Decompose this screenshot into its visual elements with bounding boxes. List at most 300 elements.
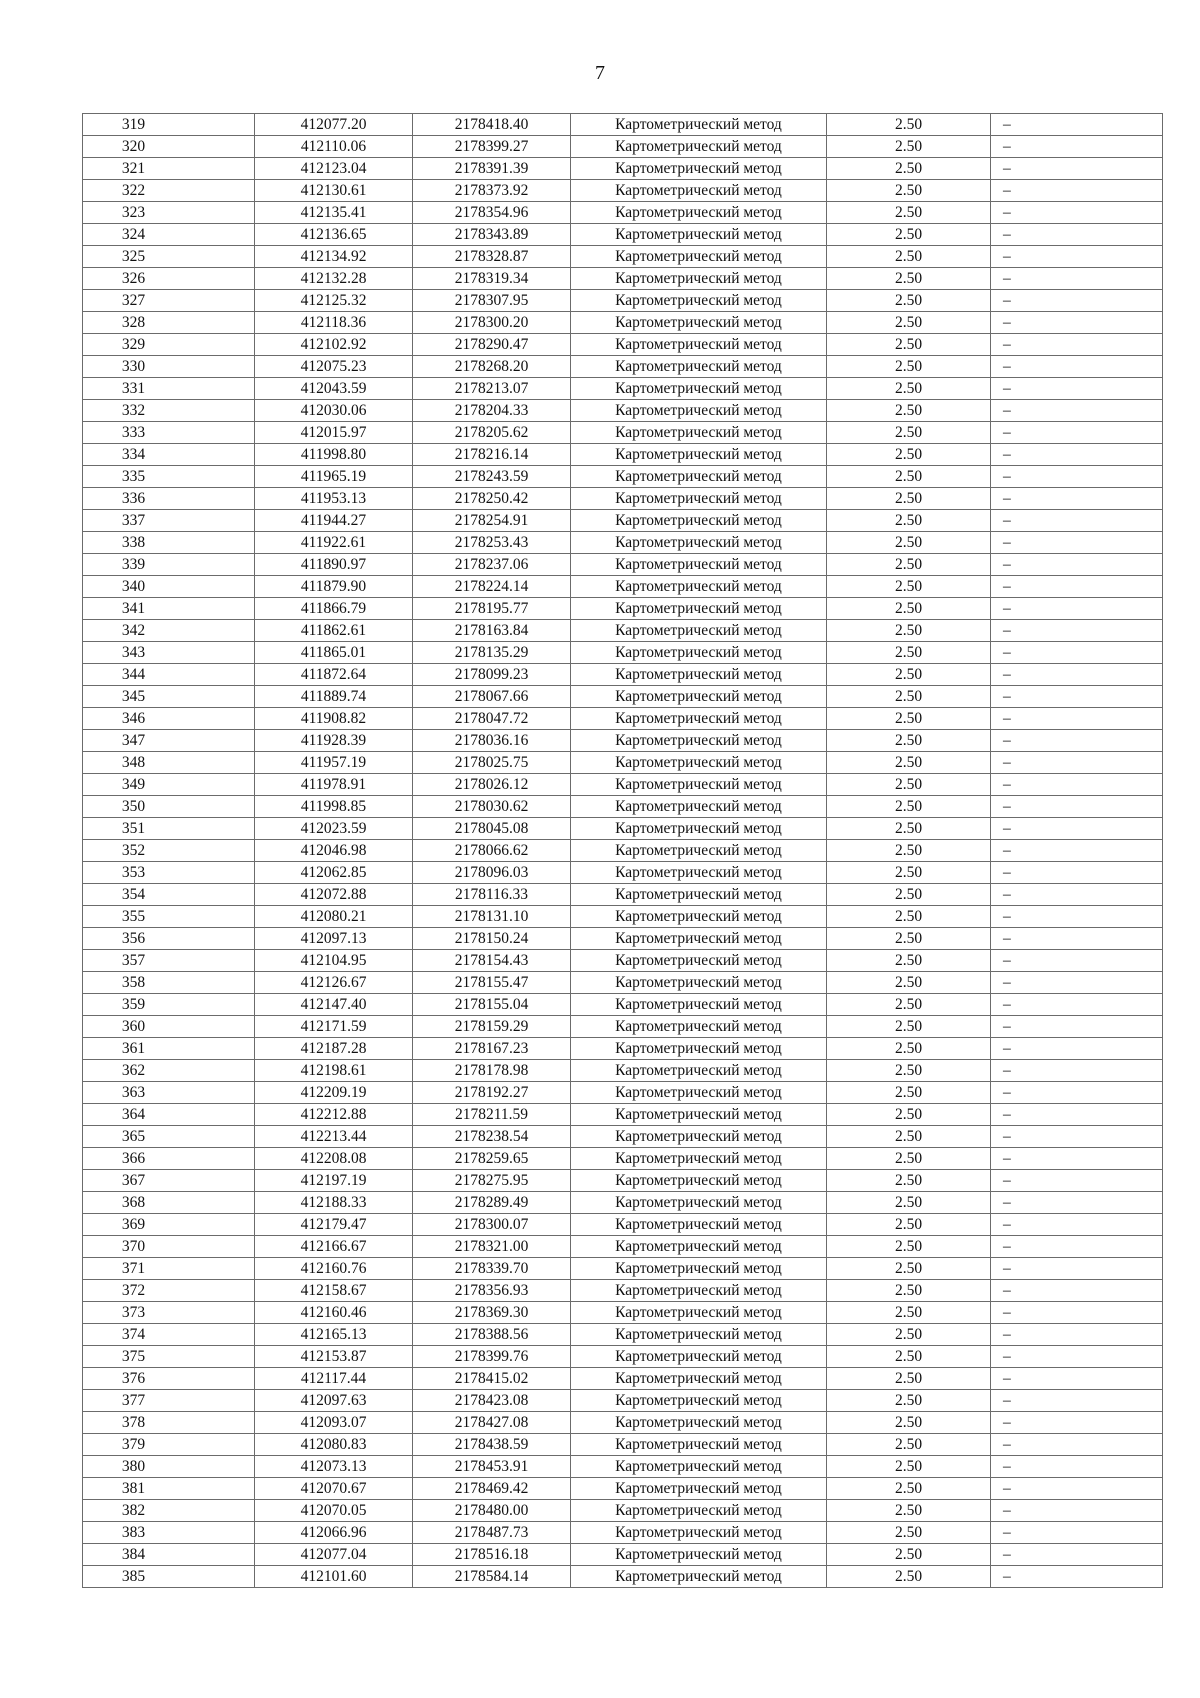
description-cell: – <box>991 994 1163 1016</box>
point-number-cell: 379 <box>83 1434 255 1456</box>
table-row <box>83 1170 1163 1192</box>
description-cell: – <box>991 1522 1163 1544</box>
method-cell: Картометрический метод <box>571 576 827 598</box>
method-cell: Картометрический метод <box>571 972 827 994</box>
table-row <box>83 796 1163 818</box>
y-coordinate-cell: 2178289.49 <box>413 1192 571 1214</box>
method-cell: Картометрический метод <box>571 796 827 818</box>
y-coordinate-cell: 2178155.04 <box>413 994 571 1016</box>
point-number-cell: 351 <box>83 818 255 840</box>
method-cell: Картометрический метод <box>571 202 827 224</box>
accuracy-cell: 2.50 <box>827 510 991 532</box>
point-number-cell: 345 <box>83 686 255 708</box>
table-row <box>83 1434 1163 1456</box>
y-coordinate-cell: 2178067.66 <box>413 686 571 708</box>
accuracy-cell: 2.50 <box>827 1258 991 1280</box>
method-cell: Картометрический метод <box>571 1324 827 1346</box>
point-number-cell: 360 <box>83 1016 255 1038</box>
x-coordinate-cell: 411922.61 <box>255 532 413 554</box>
y-coordinate-cell: 2178415.02 <box>413 1368 571 1390</box>
x-coordinate-cell: 411928.39 <box>255 730 413 752</box>
table-row <box>83 1192 1163 1214</box>
point-number-cell: 350 <box>83 796 255 818</box>
accuracy-cell: 2.50 <box>827 444 991 466</box>
point-number-cell: 369 <box>83 1214 255 1236</box>
description-cell: – <box>991 488 1163 510</box>
x-coordinate-cell: 412097.13 <box>255 928 413 950</box>
x-coordinate-cell: 412101.60 <box>255 1566 413 1588</box>
accuracy-cell: 2.50 <box>827 906 991 928</box>
point-number-cell: 330 <box>83 356 255 378</box>
method-cell: Картометрический метод <box>571 246 827 268</box>
description-cell: – <box>991 290 1163 312</box>
table-row <box>83 884 1163 906</box>
accuracy-cell: 2.50 <box>827 862 991 884</box>
method-cell: Картометрический метод <box>571 598 827 620</box>
x-coordinate-cell: 412062.85 <box>255 862 413 884</box>
accuracy-cell: 2.50 <box>827 1148 991 1170</box>
description-cell: – <box>991 158 1163 180</box>
accuracy-cell: 2.50 <box>827 1016 991 1038</box>
description-cell: – <box>991 1368 1163 1390</box>
method-cell: Картометрический метод <box>571 378 827 400</box>
x-coordinate-cell: 412070.67 <box>255 1478 413 1500</box>
accuracy-cell: 2.50 <box>827 246 991 268</box>
point-number-cell: 348 <box>83 752 255 774</box>
table-row <box>83 356 1163 378</box>
point-number-cell: 368 <box>83 1192 255 1214</box>
accuracy-cell: 2.50 <box>827 928 991 950</box>
method-cell: Картометрический метод <box>571 994 827 1016</box>
y-coordinate-cell: 2178328.87 <box>413 246 571 268</box>
accuracy-cell: 2.50 <box>827 400 991 422</box>
table-row <box>83 334 1163 356</box>
accuracy-cell: 2.50 <box>827 1104 991 1126</box>
point-number-cell: 342 <box>83 620 255 642</box>
table-row <box>83 400 1163 422</box>
x-coordinate-cell: 412118.36 <box>255 312 413 334</box>
y-coordinate-cell: 2178224.14 <box>413 576 571 598</box>
accuracy-cell: 2.50 <box>827 1236 991 1258</box>
x-coordinate-cell: 412097.63 <box>255 1390 413 1412</box>
description-cell: – <box>991 1258 1163 1280</box>
coordinates-table <box>82 113 1163 1588</box>
table-row <box>83 378 1163 400</box>
description-cell: – <box>991 268 1163 290</box>
point-number-cell: 327 <box>83 290 255 312</box>
description-cell: – <box>991 1170 1163 1192</box>
x-coordinate-cell: 411872.64 <box>255 664 413 686</box>
x-coordinate-cell: 412117.44 <box>255 1368 413 1390</box>
method-cell: Картометрический метод <box>571 510 827 532</box>
table-row <box>83 466 1163 488</box>
y-coordinate-cell: 2178339.70 <box>413 1258 571 1280</box>
x-coordinate-cell: 412030.06 <box>255 400 413 422</box>
y-coordinate-cell: 2178250.42 <box>413 488 571 510</box>
point-number-cell: 374 <box>83 1324 255 1346</box>
description-cell: – <box>991 1302 1163 1324</box>
table-row <box>83 1544 1163 1566</box>
accuracy-cell: 2.50 <box>827 1214 991 1236</box>
description-cell: – <box>991 378 1163 400</box>
description-cell: – <box>991 532 1163 554</box>
accuracy-cell: 2.50 <box>827 598 991 620</box>
method-cell: Картометрический метод <box>571 1170 827 1192</box>
point-number-cell: 349 <box>83 774 255 796</box>
description-cell: – <box>991 1236 1163 1258</box>
description-cell: – <box>991 972 1163 994</box>
table-row <box>83 1214 1163 1236</box>
accuracy-cell: 2.50 <box>827 774 991 796</box>
y-coordinate-cell: 2178469.42 <box>413 1478 571 1500</box>
description-cell: – <box>991 840 1163 862</box>
table-row <box>83 950 1163 972</box>
accuracy-cell: 2.50 <box>827 796 991 818</box>
table-row <box>83 1148 1163 1170</box>
method-cell: Картометрический метод <box>571 906 827 928</box>
x-coordinate-cell: 412132.28 <box>255 268 413 290</box>
x-coordinate-cell: 412134.92 <box>255 246 413 268</box>
method-cell: Картометрический метод <box>571 752 827 774</box>
description-cell: – <box>991 1126 1163 1148</box>
point-number-cell: 378 <box>83 1412 255 1434</box>
description-cell: – <box>991 796 1163 818</box>
point-number-cell: 326 <box>83 268 255 290</box>
x-coordinate-cell: 412102.92 <box>255 334 413 356</box>
table-row <box>83 994 1163 1016</box>
method-cell: Картометрический метод <box>571 686 827 708</box>
description-cell: – <box>991 1434 1163 1456</box>
description-cell: – <box>991 1214 1163 1236</box>
x-coordinate-cell: 412073.13 <box>255 1456 413 1478</box>
y-coordinate-cell: 2178036.16 <box>413 730 571 752</box>
point-number-cell: 362 <box>83 1060 255 1082</box>
point-number-cell: 338 <box>83 532 255 554</box>
description-cell: – <box>991 1566 1163 1588</box>
description-cell: – <box>991 664 1163 686</box>
description-cell: – <box>991 818 1163 840</box>
accuracy-cell: 2.50 <box>827 422 991 444</box>
x-coordinate-cell: 412165.13 <box>255 1324 413 1346</box>
x-coordinate-cell: 412188.33 <box>255 1192 413 1214</box>
table-row <box>83 774 1163 796</box>
method-cell: Картометрический метод <box>571 1544 827 1566</box>
accuracy-cell: 2.50 <box>827 1412 991 1434</box>
y-coordinate-cell: 2178195.77 <box>413 598 571 620</box>
point-number-cell: 382 <box>83 1500 255 1522</box>
y-coordinate-cell: 2178584.14 <box>413 1566 571 1588</box>
description-cell: – <box>991 752 1163 774</box>
accuracy-cell: 2.50 <box>827 1170 991 1192</box>
table-row <box>83 620 1163 642</box>
method-cell: Картометрический метод <box>571 136 827 158</box>
y-coordinate-cell: 2178487.73 <box>413 1522 571 1544</box>
method-cell: Картометрический метод <box>571 422 827 444</box>
table-row <box>83 1500 1163 1522</box>
y-coordinate-cell: 2178388.56 <box>413 1324 571 1346</box>
x-coordinate-cell: 412125.32 <box>255 290 413 312</box>
y-coordinate-cell: 2178453.91 <box>413 1456 571 1478</box>
description-cell: – <box>991 620 1163 642</box>
y-coordinate-cell: 2178480.00 <box>413 1500 571 1522</box>
method-cell: Картометрический метод <box>571 334 827 356</box>
method-cell: Картометрический метод <box>571 1060 827 1082</box>
method-cell: Картометрический метод <box>571 532 827 554</box>
accuracy-cell: 2.50 <box>827 752 991 774</box>
description-cell: – <box>991 1104 1163 1126</box>
method-cell: Картометрический метод <box>571 730 827 752</box>
table-row <box>83 1302 1163 1324</box>
point-number-cell: 319 <box>83 114 255 136</box>
x-coordinate-cell: 411862.61 <box>255 620 413 642</box>
x-coordinate-cell: 412070.05 <box>255 1500 413 1522</box>
description-cell: – <box>991 1148 1163 1170</box>
table-row <box>83 1280 1163 1302</box>
description-cell: – <box>991 180 1163 202</box>
x-coordinate-cell: 411879.90 <box>255 576 413 598</box>
point-number-cell: 323 <box>83 202 255 224</box>
point-number-cell: 370 <box>83 1236 255 1258</box>
accuracy-cell: 2.50 <box>827 1302 991 1324</box>
x-coordinate-cell: 412153.87 <box>255 1346 413 1368</box>
accuracy-cell: 2.50 <box>827 1038 991 1060</box>
x-coordinate-cell: 412066.96 <box>255 1522 413 1544</box>
accuracy-cell: 2.50 <box>827 224 991 246</box>
point-number-cell: 328 <box>83 312 255 334</box>
method-cell: Картометрический метод <box>571 114 827 136</box>
point-number-cell: 357 <box>83 950 255 972</box>
method-cell: Картометрический метод <box>571 1434 827 1456</box>
x-coordinate-cell: 412158.67 <box>255 1280 413 1302</box>
method-cell: Картометрический метод <box>571 1390 827 1412</box>
y-coordinate-cell: 2178178.98 <box>413 1060 571 1082</box>
table-row <box>83 1104 1163 1126</box>
accuracy-cell: 2.50 <box>827 334 991 356</box>
description-cell: – <box>991 774 1163 796</box>
accuracy-cell: 2.50 <box>827 1082 991 1104</box>
description-cell: – <box>991 862 1163 884</box>
table-row <box>83 532 1163 554</box>
page-number: 7 <box>595 62 605 84</box>
table-row <box>83 928 1163 950</box>
point-number-cell: 385 <box>83 1566 255 1588</box>
x-coordinate-cell: 412213.44 <box>255 1126 413 1148</box>
table-row <box>83 1368 1163 1390</box>
x-coordinate-cell: 411965.19 <box>255 466 413 488</box>
point-number-cell: 336 <box>83 488 255 510</box>
x-coordinate-cell: 412179.47 <box>255 1214 413 1236</box>
method-cell: Картометрический метод <box>571 224 827 246</box>
table-row <box>83 752 1163 774</box>
x-coordinate-cell: 412198.61 <box>255 1060 413 1082</box>
method-cell: Картометрический метод <box>571 840 827 862</box>
table-row <box>83 598 1163 620</box>
table-row <box>83 1060 1163 1082</box>
accuracy-cell: 2.50 <box>827 1192 991 1214</box>
y-coordinate-cell: 2178159.29 <box>413 1016 571 1038</box>
x-coordinate-cell: 412171.59 <box>255 1016 413 1038</box>
point-number-cell: 361 <box>83 1038 255 1060</box>
y-coordinate-cell: 2178254.91 <box>413 510 571 532</box>
accuracy-cell: 2.50 <box>827 158 991 180</box>
description-cell: – <box>991 246 1163 268</box>
accuracy-cell: 2.50 <box>827 1566 991 1588</box>
x-coordinate-cell: 412209.19 <box>255 1082 413 1104</box>
method-cell: Картометрический метод <box>571 884 827 906</box>
description-cell: – <box>991 1500 1163 1522</box>
description-cell: – <box>991 114 1163 136</box>
table-row <box>83 114 1163 136</box>
table-row <box>83 246 1163 268</box>
accuracy-cell: 2.50 <box>827 1060 991 1082</box>
method-cell: Картометрический метод <box>571 554 827 576</box>
coordinates-table-body <box>83 114 1163 1588</box>
y-coordinate-cell: 2178131.10 <box>413 906 571 928</box>
y-coordinate-cell: 2178516.18 <box>413 1544 571 1566</box>
accuracy-cell: 2.50 <box>827 576 991 598</box>
x-coordinate-cell: 411865.01 <box>255 642 413 664</box>
x-coordinate-cell: 412208.08 <box>255 1148 413 1170</box>
table-row <box>83 1324 1163 1346</box>
y-coordinate-cell: 2178116.33 <box>413 884 571 906</box>
description-cell: – <box>991 928 1163 950</box>
table-row <box>83 444 1163 466</box>
table-row <box>83 730 1163 752</box>
accuracy-cell: 2.50 <box>827 312 991 334</box>
x-coordinate-cell: 412147.40 <box>255 994 413 1016</box>
x-coordinate-cell: 411866.79 <box>255 598 413 620</box>
table-row <box>83 510 1163 532</box>
description-cell: – <box>991 598 1163 620</box>
accuracy-cell: 2.50 <box>827 708 991 730</box>
accuracy-cell: 2.50 <box>827 488 991 510</box>
table-row <box>83 554 1163 576</box>
y-coordinate-cell: 2178238.54 <box>413 1126 571 1148</box>
method-cell: Картометрический метод <box>571 1016 827 1038</box>
y-coordinate-cell: 2178099.23 <box>413 664 571 686</box>
x-coordinate-cell: 412043.59 <box>255 378 413 400</box>
y-coordinate-cell: 2178356.93 <box>413 1280 571 1302</box>
x-coordinate-cell: 412072.88 <box>255 884 413 906</box>
y-coordinate-cell: 2178418.40 <box>413 114 571 136</box>
accuracy-cell: 2.50 <box>827 532 991 554</box>
point-number-cell: 376 <box>83 1368 255 1390</box>
y-coordinate-cell: 2178150.24 <box>413 928 571 950</box>
x-coordinate-cell: 412077.20 <box>255 114 413 136</box>
point-number-cell: 343 <box>83 642 255 664</box>
method-cell: Картометрический метод <box>571 1302 827 1324</box>
point-number-cell: 341 <box>83 598 255 620</box>
accuracy-cell: 2.50 <box>827 620 991 642</box>
x-coordinate-cell: 412197.19 <box>255 1170 413 1192</box>
method-cell: Картометрический метод <box>571 862 827 884</box>
accuracy-cell: 2.50 <box>827 1456 991 1478</box>
point-number-cell: 347 <box>83 730 255 752</box>
description-cell: – <box>991 202 1163 224</box>
method-cell: Картометрический метод <box>571 664 827 686</box>
point-number-cell: 373 <box>83 1302 255 1324</box>
y-coordinate-cell: 2178025.75 <box>413 752 571 774</box>
method-cell: Картометрический метод <box>571 444 827 466</box>
description-cell: – <box>991 312 1163 334</box>
description-cell: – <box>991 1016 1163 1038</box>
table-row <box>83 642 1163 664</box>
y-coordinate-cell: 2178205.62 <box>413 422 571 444</box>
y-coordinate-cell: 2178155.47 <box>413 972 571 994</box>
point-number-cell: 321 <box>83 158 255 180</box>
method-cell: Картометрический метод <box>571 290 827 312</box>
point-number-cell: 333 <box>83 422 255 444</box>
point-number-cell: 324 <box>83 224 255 246</box>
accuracy-cell: 2.50 <box>827 972 991 994</box>
accuracy-cell: 2.50 <box>827 290 991 312</box>
table-row <box>83 422 1163 444</box>
description-cell: – <box>991 510 1163 532</box>
y-coordinate-cell: 2178399.76 <box>413 1346 571 1368</box>
accuracy-cell: 2.50 <box>827 950 991 972</box>
y-coordinate-cell: 2178135.29 <box>413 642 571 664</box>
description-cell: – <box>991 686 1163 708</box>
y-coordinate-cell: 2178243.59 <box>413 466 571 488</box>
description-cell: – <box>991 576 1163 598</box>
description-cell: – <box>991 1412 1163 1434</box>
accuracy-cell: 2.50 <box>827 202 991 224</box>
table-row <box>83 180 1163 202</box>
x-coordinate-cell: 412130.61 <box>255 180 413 202</box>
point-number-cell: 375 <box>83 1346 255 1368</box>
x-coordinate-cell: 411890.97 <box>255 554 413 576</box>
x-coordinate-cell: 412136.65 <box>255 224 413 246</box>
point-number-cell: 329 <box>83 334 255 356</box>
x-coordinate-cell: 412080.21 <box>255 906 413 928</box>
method-cell: Картометрический метод <box>571 1236 827 1258</box>
description-cell: – <box>991 884 1163 906</box>
accuracy-cell: 2.50 <box>827 1434 991 1456</box>
point-number-cell: 353 <box>83 862 255 884</box>
description-cell: – <box>991 422 1163 444</box>
method-cell: Картометрический метод <box>571 1478 827 1500</box>
table-row <box>83 1478 1163 1500</box>
point-number-cell: 332 <box>83 400 255 422</box>
method-cell: Картометрический метод <box>571 774 827 796</box>
point-number-cell: 380 <box>83 1456 255 1478</box>
table-row <box>83 686 1163 708</box>
y-coordinate-cell: 2178163.84 <box>413 620 571 642</box>
description-cell: – <box>991 1324 1163 1346</box>
table-row <box>83 1082 1163 1104</box>
point-number-cell: 344 <box>83 664 255 686</box>
x-coordinate-cell: 412212.88 <box>255 1104 413 1126</box>
description-cell: – <box>991 136 1163 158</box>
y-coordinate-cell: 2178399.27 <box>413 136 571 158</box>
x-coordinate-cell: 412126.67 <box>255 972 413 994</box>
accuracy-cell: 2.50 <box>827 884 991 906</box>
table-row <box>83 158 1163 180</box>
x-coordinate-cell: 412080.83 <box>255 1434 413 1456</box>
y-coordinate-cell: 2178423.08 <box>413 1390 571 1412</box>
y-coordinate-cell: 2178237.06 <box>413 554 571 576</box>
method-cell: Картометрический метод <box>571 268 827 290</box>
method-cell: Картометрический метод <box>571 1412 827 1434</box>
table-row <box>83 1038 1163 1060</box>
x-coordinate-cell: 412160.46 <box>255 1302 413 1324</box>
method-cell: Картометрический метод <box>571 312 827 334</box>
table-row <box>83 1016 1163 1038</box>
accuracy-cell: 2.50 <box>827 730 991 752</box>
point-number-cell: 352 <box>83 840 255 862</box>
method-cell: Картометрический метод <box>571 1038 827 1060</box>
table-row <box>83 1126 1163 1148</box>
